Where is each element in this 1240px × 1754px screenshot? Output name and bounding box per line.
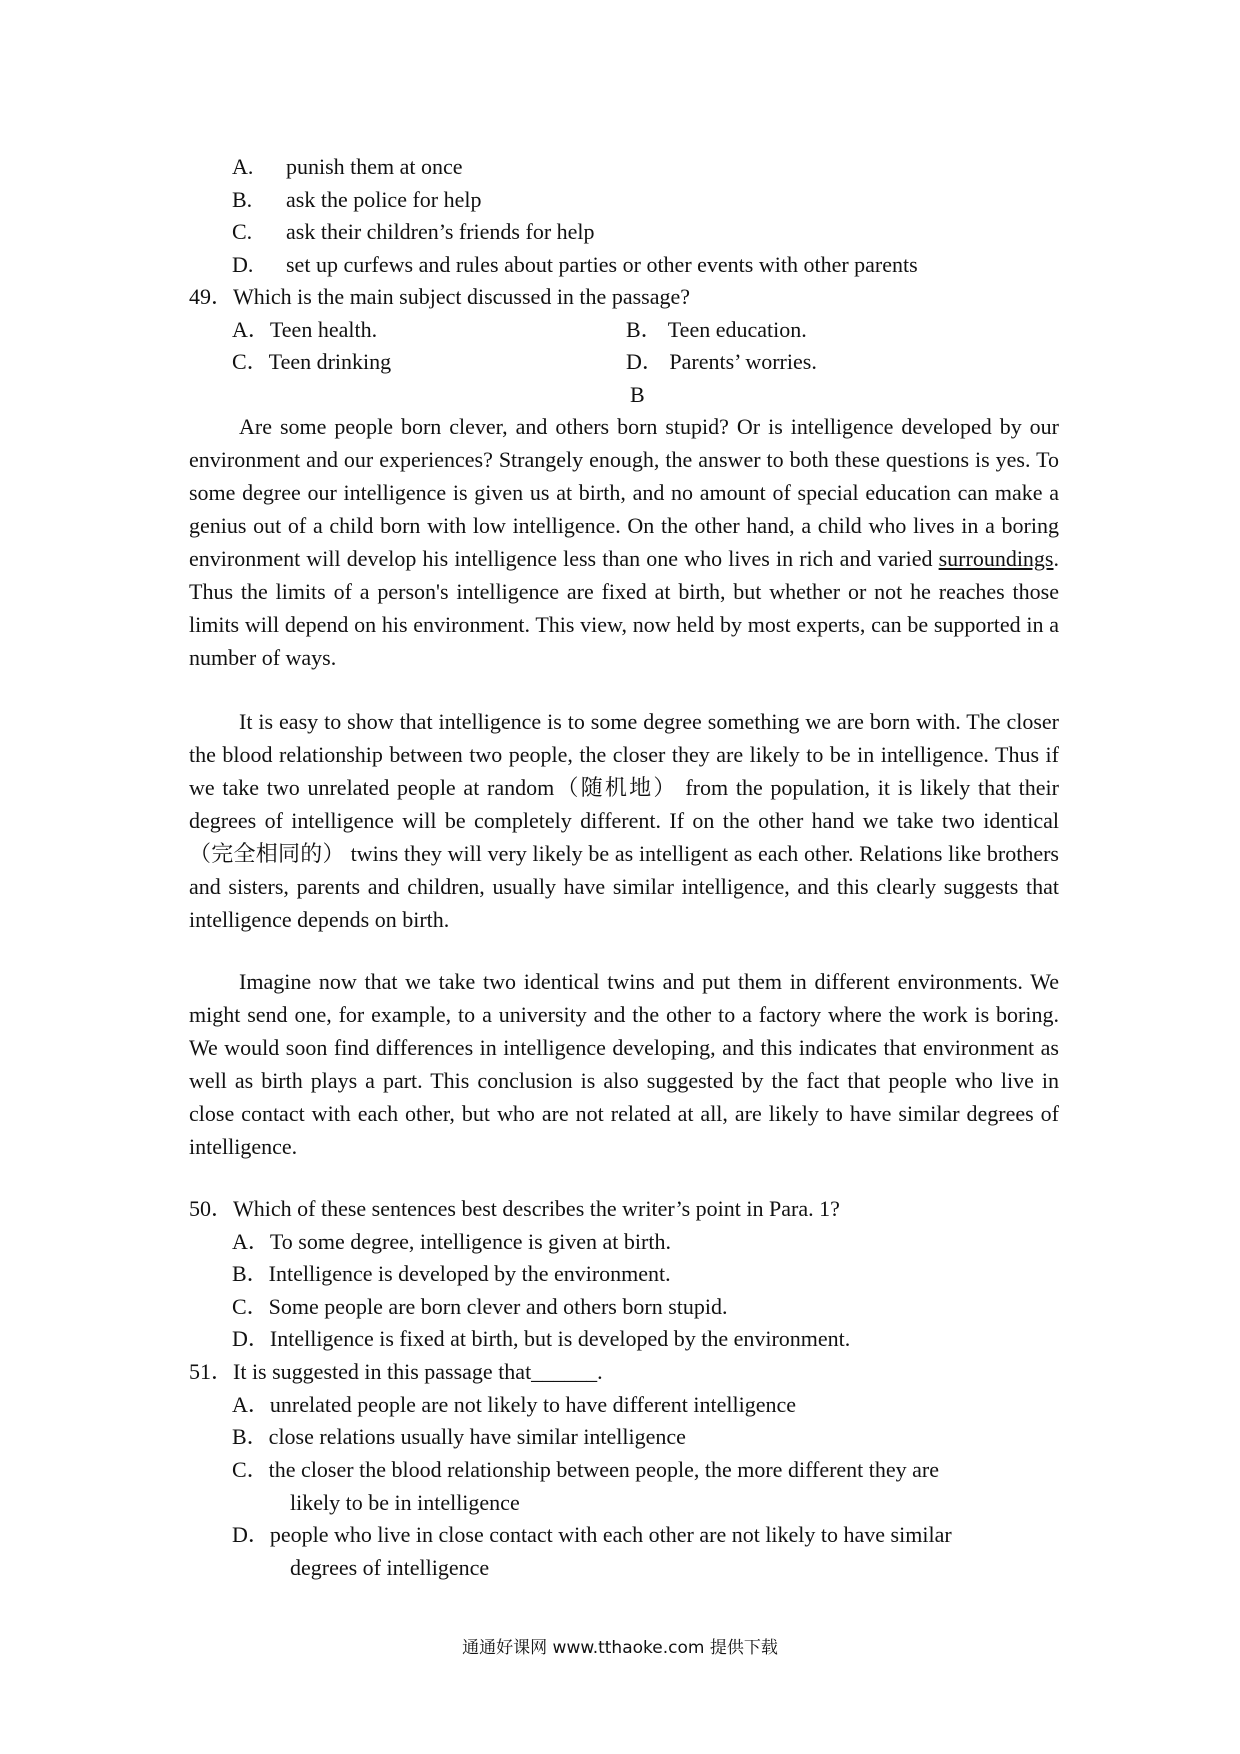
underlined-word: surroundings [938, 546, 1054, 571]
q49-option-c: C．Teen drinking [232, 349, 392, 374]
q51-option-b: B．close relations usually have similar intelligence [232, 1424, 686, 1449]
q49-option-d: D． Parents’ worries. [626, 349, 817, 374]
q50-stem: 50．Which of these sentences best describes the writer’s point in Para. 1? [189, 1196, 840, 1221]
section-heading: B [630, 382, 645, 407]
q50-option-b: B．Intelligence is developed by the environment. [232, 1261, 671, 1286]
q51-option-a: A．unrelated people are not likely to have different intelligence [232, 1392, 797, 1417]
passage-paragraph-2: It is easy to show that intelligence is to some degree something we are born with. The closer the blood relationship between two people, the closer they are likely to be in intelligence. Thus if we take two unrelated people at random（随机地） from the population, it is likely that their degrees of intelligence will be completely different. If on the other hand we take two identical （完全相同的） twins they will very likely be as intelligent as each other. Relations like brothers and sisters, parents and children, usually have similar intelligence, and this clearly suggests that intelligence depends on birth. [189, 709, 1059, 932]
q51-option-c: C．the closer the blood relationship between people, the more different they are [232, 1457, 940, 1482]
q51-option-d-continued: degrees of intelligence [290, 1555, 490, 1580]
q51-stem: 51．It is suggested in this passage that______. [189, 1359, 603, 1384]
q50-option-d: D．Intelligence is fixed at birth, but is developed by the environment. [232, 1326, 851, 1351]
q49-option-a: A．Teen health. [232, 317, 378, 342]
q49-option-b: B． Teen education. [626, 317, 807, 342]
q48-option-a: A. punish them at once [232, 154, 463, 179]
q50-option-c: C．Some people are born clever and others born stupid. [232, 1294, 728, 1319]
q48-option-b: B. ask the police for help [232, 187, 482, 212]
q48-option-d: D. set up curfews and rules about parties or other events with other parents [232, 252, 918, 277]
q48-option-c: C. ask their children’s friends for help [232, 219, 595, 244]
passage-paragraph-1: Are some people born clever, and others born stupid? Or is intelligence developed by our environment and our experiences? Strangely enough, the answer to both these questions is yes. To some degree our intelligence is given us at birth, and no amount of special education can make a genius out of a child born with low intelligence. On the other hand, a child who lives in a boring environment will develop his intelligence less than one who lives in rich and varied surroundings. Thus the limits of a person's intelligence are fixed at birth, but whether or not he reaches those limits will depend on his environment. This view, now held by most experts, can be supported in a number of ways. [189, 414, 1059, 670]
q50-option-a: A．To some degree, intelligence is given at birth. [232, 1229, 671, 1254]
page-footer: 通通好课网 www.tthaoke.com 提供下载 [462, 1638, 778, 1658]
passage-paragraph-3: Imagine now that we take two identical twins and put them in different environments. We might send one, for example, to a university and the other to a factory where the work is boring. We would soon find differences in intelligence developing, and this indicates that environment as well as birth plays a part. This conclusion is also suggested by the fact that people who live in close contact with each other, but who are not related at all, are likely to have similar degrees of intelligence. [189, 969, 1059, 1159]
q51-option-c-continued: likely to be in intelligence [290, 1490, 520, 1515]
q51-option-d: D．people who live in close contact with each other are not likely to have similar [232, 1522, 952, 1547]
q49-stem: 49．Which is the main subject discussed in the passage? [189, 284, 690, 309]
